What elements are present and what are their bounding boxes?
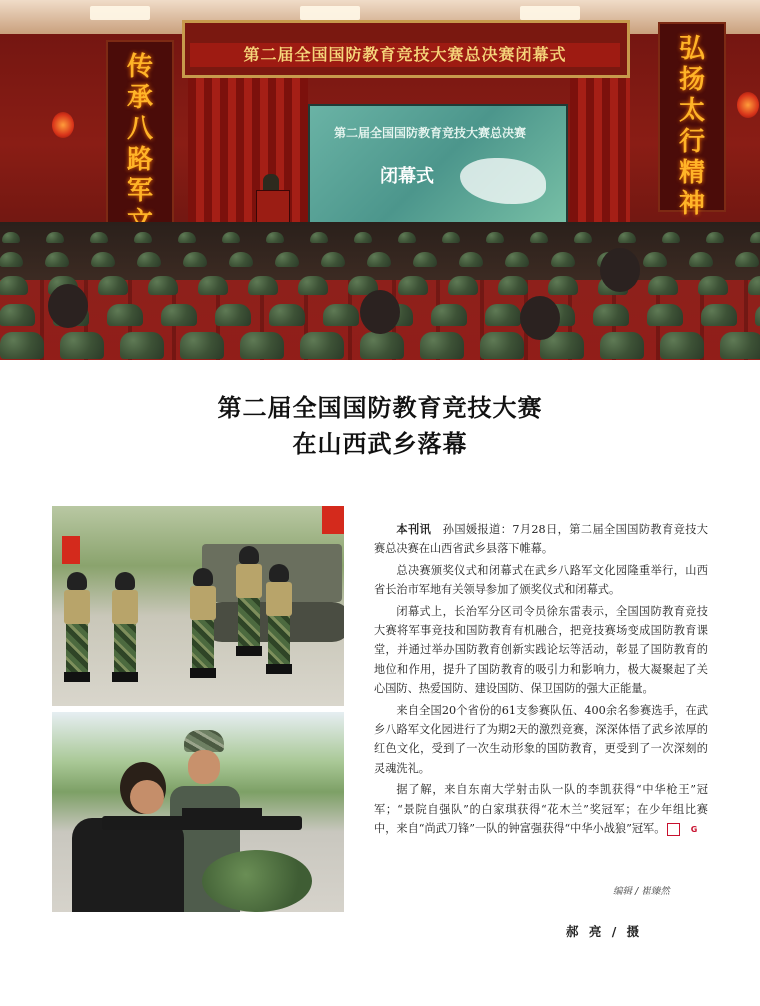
cap-icon [161, 304, 197, 326]
cap-icon [662, 232, 680, 243]
cap-icon [660, 332, 704, 359]
editor-credit: 编辑 / 崔臻然 [613, 886, 670, 897]
photo-credit: 郝 亮 / 摄 [566, 924, 643, 939]
article-paragraph: 闭幕式上，长治军分区司令员徐东雷表示，全国国防教育竞技大赛将军事竞技和国防教育有机融合，把竞技赛场变成国防教育课堂，并通过举办国防教育创新实践论坛等活动，彰显了国防教育的地位和作用，提升了国防教育的吸引力和影响力，极大凝聚起了关心国防、热爱国防、建设国防、保卫国防的强大正能量。 [374, 604, 708, 696]
cap-icon [485, 304, 521, 326]
cap-icon [46, 232, 64, 243]
article-paragraph [374, 780, 708, 838]
cap-icon [240, 332, 284, 359]
cap-icon [701, 304, 737, 326]
flag-icon [322, 506, 344, 534]
cap-icon [229, 252, 253, 267]
lectern [256, 190, 290, 226]
soldier-figure [266, 564, 296, 674]
stage-banner: 第二届全国国防教育竞技大赛总决赛闭幕式 [190, 43, 620, 67]
lantern-icon [737, 92, 759, 118]
slogan-char: 太 [678, 96, 705, 126]
cap-icon [180, 332, 224, 359]
rifle [102, 816, 302, 830]
hero-photo [0, 0, 760, 360]
slogan-char: 神 [678, 189, 705, 219]
cap-icon [215, 304, 251, 326]
cap-icon [551, 252, 575, 267]
soldier-figure [190, 568, 220, 678]
cap-icon [420, 332, 464, 359]
cap-icon [360, 332, 404, 359]
cap-icon [98, 276, 128, 295]
cap-icon [45, 252, 69, 267]
cap-icon [720, 332, 760, 359]
boy-figure [72, 762, 192, 912]
cap-icon [505, 252, 529, 267]
cap-icon [60, 332, 104, 359]
ammo-box [202, 850, 312, 912]
cap-icon [310, 232, 328, 243]
cap-icon [323, 304, 359, 326]
cap-icon [367, 252, 391, 267]
cap-icon [91, 252, 115, 267]
cap-icon [643, 252, 667, 267]
cap-icon [593, 304, 629, 326]
soldier-figure [112, 572, 138, 682]
ceiling-light [90, 6, 150, 20]
cap-icon [413, 252, 437, 267]
cap-icon [498, 276, 528, 295]
cap-icon [480, 332, 524, 359]
cap-icon [248, 276, 278, 295]
cap-icon [266, 232, 284, 243]
article-body [374, 520, 708, 841]
cap-icon [530, 232, 548, 243]
cap-icon [137, 252, 161, 267]
cap-icon [298, 276, 328, 295]
cap-icon [222, 232, 240, 243]
cap-icon [0, 332, 44, 359]
slogan-char: 承 [126, 83, 153, 113]
right-slogan-pillar [658, 22, 726, 219]
cap-icon [448, 276, 478, 295]
cap-icon [750, 232, 760, 243]
article-paragraph: 来自全国20个省份的61支参赛队伍、400余名参赛选手，在武乡八路军文化园进行了为期2天的激烈竞赛，深深体悟了武乡浓厚的红色文化，受到了一次生动形象的国防教育，更受到了一次深刻的灵魂洗礼。 [374, 703, 708, 775]
cap-icon [321, 252, 345, 267]
lantern-icon [52, 112, 74, 138]
cap-icon [198, 276, 228, 295]
cap-icon [442, 232, 460, 243]
map-graphic [460, 158, 546, 204]
cap-icon [148, 276, 178, 295]
audience-head [520, 296, 560, 340]
stage-screen [308, 104, 568, 228]
left-slogan-pillar [106, 40, 174, 230]
slogan-char: 传 [126, 52, 153, 82]
photo-soldiers [52, 506, 344, 706]
cap-icon [183, 252, 207, 267]
end-mark-icon: G [667, 823, 680, 836]
cap-icon [398, 232, 416, 243]
cap-icon [600, 332, 644, 359]
cap-icon [275, 252, 299, 267]
cap-icon [648, 276, 678, 295]
headline-line-2: 在山西武乡落幕 [292, 430, 468, 458]
paragraph-text: 据了解，来自东南大学射击队一队的李凯获得“中华枪王”冠军；“景院自强队”的白家琪获得“花木兰”奖冠军；在少年组比赛中，来自“尚武刀锋”一队的钟富强获得“中华小战狼”冠军。 [374, 783, 708, 836]
cap-icon [0, 252, 23, 267]
slogan-char: 军 [126, 176, 153, 206]
slogan-char: 八 [126, 114, 153, 144]
cap-icon [618, 232, 636, 243]
soldier-figure [64, 572, 90, 682]
cap-icon [647, 304, 683, 326]
cap-icon [120, 332, 164, 359]
cap-icon [698, 276, 728, 295]
slogan-char: 行 [678, 127, 705, 157]
cap-icon [0, 276, 28, 295]
screen-title: 第二届全国国防教育竞技大赛总决赛 [334, 126, 527, 140]
ceiling-light [520, 6, 580, 20]
article-paragraph [374, 520, 708, 559]
flag-icon [62, 536, 80, 564]
audience-head [48, 284, 88, 328]
cap-icon [2, 232, 20, 243]
lead-label: 本刊讯 [396, 523, 432, 536]
slogan-char: 弘 [678, 34, 705, 64]
cap-icon [689, 252, 713, 267]
cap-icon [134, 232, 152, 243]
cap-icon [574, 232, 592, 243]
cap-icon [354, 232, 372, 243]
cap-icon [90, 232, 108, 243]
cap-icon [398, 276, 428, 295]
cap-icon [431, 304, 467, 326]
photo-shooting [52, 712, 344, 912]
rifle-stock [182, 808, 262, 818]
slogan-char: 扬 [678, 65, 705, 95]
cap-icon [269, 304, 305, 326]
cap-icon [706, 232, 724, 243]
cap-icon [735, 252, 759, 267]
slogan-char: 路 [126, 145, 153, 175]
headline-line-1: 第二届全国国防教育竞技大赛 [217, 394, 543, 422]
cap-icon [107, 304, 143, 326]
cap-icon [548, 276, 578, 295]
soldier-figure [236, 546, 262, 656]
cap-icon [0, 304, 35, 326]
ceiling-light [300, 6, 360, 20]
cap-icon [300, 332, 344, 359]
cap-icon [459, 252, 483, 267]
cap-icon [178, 232, 196, 243]
screen-main-text: 闭幕式 [380, 166, 434, 187]
slogan-char: 精 [678, 158, 705, 188]
paragraph-text: 孙国媛报道：7月28日，第二届全国国防教育竞技大赛总决赛在山西省武乡县落下帷幕。 [374, 523, 708, 556]
article-paragraph: 总决赛颁奖仪式和闭幕式在武乡八路军文化园隆重举行，山西省长治市军地有关领导参加了颁奖仪式和闭幕式。 [374, 563, 708, 597]
cap-icon [486, 232, 504, 243]
audience-head [360, 290, 400, 334]
audience-head [600, 248, 640, 292]
